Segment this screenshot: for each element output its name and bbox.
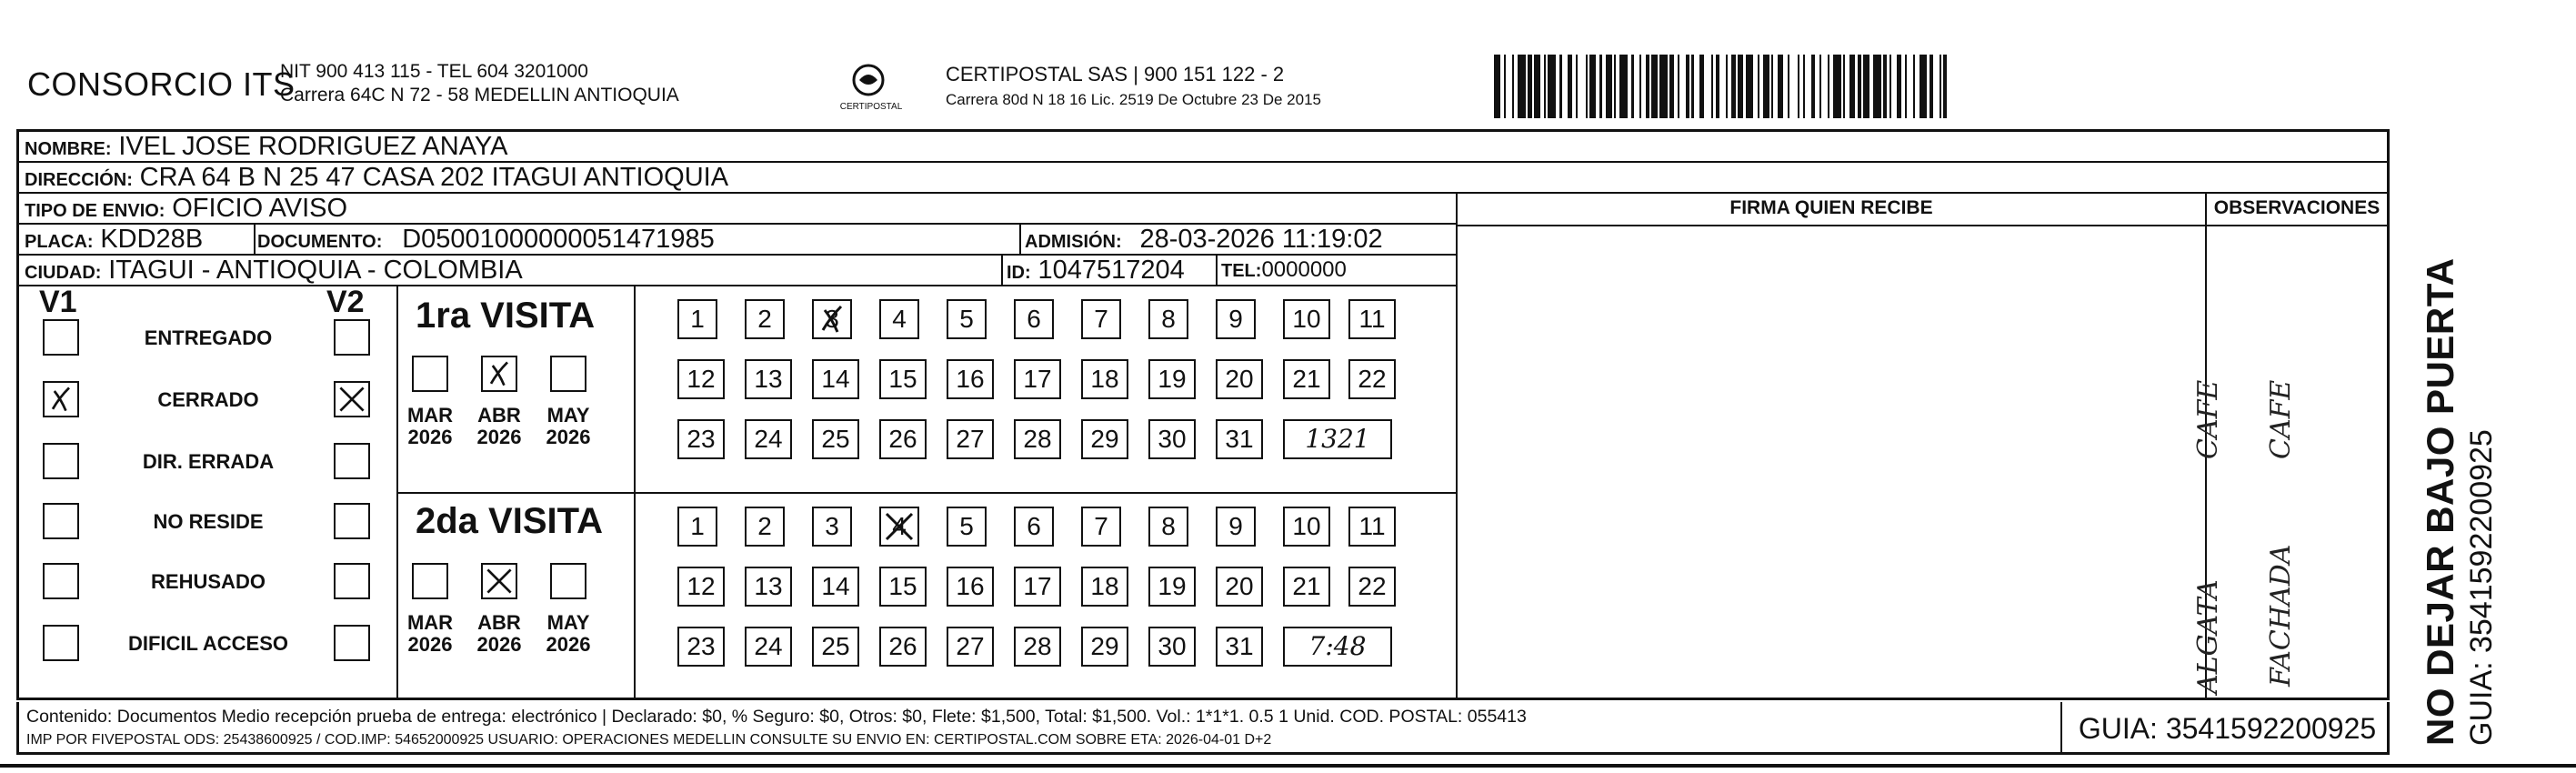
barcode-bar (1778, 55, 1784, 118)
footer-print-line: IMP POR FIVEPOSTAL ODS: 25438600925 / COD.IMP: 54652000925 USUARIO: OPERACIONES MEDELLIN CONSULTE SU ENVIO EN: CERTIPOSTAL.COM SOBRE ETA: 2026-04-01 D+2 (26, 732, 1272, 748)
barcode-bar (1919, 55, 1928, 118)
carrier-license: Carrera 80d N 18 16 Lic. 2519 De Octubre 23 De 2015 (946, 91, 1321, 108)
day-box[interactable]: 29 (1081, 627, 1128, 667)
day-box[interactable]: 9 (1216, 299, 1256, 339)
day-box[interactable]: 30 (1148, 419, 1196, 459)
placa-value: KDD28B (100, 225, 204, 254)
barcode-bar (1589, 55, 1596, 118)
admision-label: ADMISIÓN: (1025, 232, 1122, 252)
day-box[interactable]: 8 (1148, 299, 1188, 339)
v2-checkbox[interactable] (334, 443, 370, 479)
v1-checkbox[interactable] (43, 381, 79, 417)
company-info (280, 60, 679, 107)
id-cell (1007, 256, 1185, 287)
day-box[interactable]: 23 (677, 419, 725, 459)
day-box[interactable]: 17 (1014, 359, 1061, 399)
day-box[interactable]: 14 (812, 567, 859, 607)
day-box[interactable]: 23 (677, 627, 725, 667)
status-label: NO RESIDE (153, 510, 264, 533)
day-box[interactable]: 27 (947, 627, 994, 667)
barcode-bar (1863, 55, 1869, 118)
v1-checkbox[interactable] (43, 625, 79, 661)
v2-checkbox[interactable] (334, 625, 370, 661)
day-box[interactable]: 16 (947, 359, 994, 399)
day-box[interactable]: 29 (1081, 419, 1128, 459)
day-box[interactable]: 25 (812, 627, 859, 667)
barcode-gap (1805, 55, 1811, 118)
first-visit-title: 1ra VISITA (416, 296, 596, 336)
day-box[interactable]: 1 (677, 507, 717, 547)
day-box[interactable]: 28 (1014, 627, 1061, 667)
day-box[interactable]: 30 (1148, 627, 1196, 667)
firma-header: FIRMA QUIEN RECIBE (1729, 197, 1933, 218)
v2-checkbox[interactable] (334, 381, 370, 417)
day-box[interactable]: 6 (1014, 299, 1054, 339)
day-box[interactable]: 24 (745, 627, 792, 667)
barcode-gap (1679, 55, 1686, 118)
v1-checkbox[interactable] (43, 319, 79, 356)
day-box[interactable]: 19 (1148, 359, 1196, 399)
barcode-gap (1562, 55, 1569, 118)
status-label: ENTREGADO (144, 326, 273, 349)
barcode-bar (1873, 55, 1881, 118)
day-box[interactable]: 9 (1216, 507, 1256, 547)
side-warning (2419, 257, 2500, 746)
observation-note-2: CAFE (2265, 379, 2297, 459)
footer-content-line: Contenido: Documentos Medio recepción prueba de entrega: electrónico | Declarado: $0, % Seguro: $0, Otros: $0, Flete: $1,500, Total: $1,500. Vol.: 1*1*1. 0.5 1 Unid. COD. POSTAL: 055413 (26, 707, 1527, 727)
day-box[interactable]: 26 (879, 419, 927, 459)
day-box[interactable]: 4 (879, 299, 919, 339)
barcode-gap (1634, 55, 1640, 118)
day-box[interactable]: 10 (1283, 299, 1330, 339)
v2-checkbox[interactable] (334, 503, 370, 539)
month-checkbox[interactable] (550, 563, 586, 599)
day-box[interactable]: 25 (812, 419, 859, 459)
ciudad-value: ITAGUI - ANTIOQUIA - COLOMBIA (108, 256, 523, 285)
barcode-bar (1763, 55, 1769, 118)
id-value: 1047517204 (1037, 256, 1185, 285)
barcode-bar (1943, 55, 1947, 118)
placa-label: PLACA: (25, 232, 94, 252)
month-label-block (472, 612, 526, 656)
barcode-bar (1534, 55, 1540, 118)
day-box[interactable]: 20 (1216, 359, 1263, 399)
month-year: 2026 (476, 633, 522, 656)
barcode-bar (1494, 55, 1500, 118)
month-label-block (403, 405, 457, 448)
no-dejar-warning: NO DEJAR BAJO PUERTA (2419, 257, 2461, 746)
barcode-bar (1619, 55, 1628, 118)
visit-time-note: 7:48 (1283, 627, 1392, 667)
row-tipo (19, 194, 1456, 225)
day-box[interactable]: 12 (677, 359, 725, 399)
month-checkbox[interactable] (481, 356, 517, 392)
documento-value: D05001000000051471985 (402, 225, 715, 254)
day-box[interactable]: 16 (947, 567, 994, 607)
barcode-gap (1704, 55, 1712, 118)
day-box[interactable]: 5 (947, 299, 987, 339)
day-box[interactable]: 2 (745, 507, 785, 547)
barcode-gap (1891, 55, 1898, 118)
month-label: MAY (546, 404, 590, 427)
day-box[interactable]: 21 (1283, 359, 1330, 399)
month-label: MAY (546, 611, 590, 634)
barcode-gap (1578, 55, 1586, 118)
barcode-bar (1738, 55, 1744, 118)
v2-header: V2 (326, 285, 365, 319)
month-year: 2026 (476, 426, 522, 448)
v1-checkbox[interactable] (43, 503, 79, 539)
company-address: Carrera 64C N 72 - 58 MEDELLIN ANTIOQUIA (280, 85, 679, 105)
barcode-bar (1548, 55, 1556, 118)
day-box[interactable]: 7 (1081, 507, 1121, 547)
day-box[interactable]: 6 (1014, 507, 1054, 547)
barcode-gap (1694, 55, 1700, 118)
month-label-block (541, 612, 596, 656)
day-box[interactable] (879, 507, 919, 547)
month-year: 2026 (546, 426, 591, 448)
nombre-label: NOMBRE: (25, 139, 112, 159)
day-box[interactable]: 14 (812, 359, 859, 399)
month-label: ABR (477, 611, 521, 634)
day-box[interactable]: 18 (1081, 359, 1128, 399)
day-box[interactable]: 7 (1081, 299, 1121, 339)
day-box[interactable]: 5 (947, 507, 987, 547)
tel-label: TEL: (1221, 261, 1262, 281)
day-number: 4 (892, 512, 907, 540)
barcode-gap (1821, 55, 1828, 118)
company-name: CONSORCIO ITS (27, 65, 296, 103)
day-box[interactable]: 24 (745, 419, 792, 459)
day-box[interactable]: 20 (1216, 567, 1263, 607)
barcode-bar (1651, 55, 1658, 118)
day-box[interactable]: 22 (1348, 567, 1396, 607)
observation-note-3: ALGATA (2192, 579, 2224, 694)
label-header (16, 27, 2399, 118)
day-box[interactable]: 15 (879, 567, 927, 607)
day-box[interactable]: 15 (879, 359, 927, 399)
month-year: 2026 (407, 426, 453, 448)
barcode-bar (1746, 55, 1754, 118)
month-label-block (403, 612, 457, 656)
month-checkbox[interactable] (550, 356, 586, 392)
v1-checkbox[interactable] (43, 443, 79, 479)
tel-cell (1221, 256, 1347, 286)
day-box[interactable]: 31 (1216, 419, 1263, 459)
status-label: DIR. ERRADA (142, 450, 275, 473)
month-label: MAR (406, 611, 454, 634)
observation-note-4: FACHADA (2265, 544, 2297, 687)
status-label: CERRADO (157, 388, 259, 411)
direccion-label: DIRECCIÓN: (25, 170, 133, 190)
barcode-gap (1506, 55, 1512, 118)
admision-value: 28-03-2026 11:19:02 (1139, 225, 1383, 254)
month-checkbox[interactable] (412, 356, 448, 392)
day-box[interactable]: 27 (947, 419, 994, 459)
second-visit-title: 2da VISITA (416, 501, 603, 541)
tipo-value: OFICIO AVISO (172, 194, 348, 223)
day-box[interactable]: 8 (1148, 507, 1188, 547)
day-box[interactable]: 10 (1283, 507, 1330, 547)
tipo-label: TIPO DE ENVIO: (25, 201, 165, 221)
day-box[interactable]: 11 (1348, 507, 1396, 547)
nombre-value: IVEL JOSE RODRIGUEZ ANAYA (118, 132, 508, 161)
barcode-bar (1606, 55, 1612, 118)
barcode-bar (1833, 55, 1841, 118)
row-direccion (19, 163, 2387, 194)
guia-number: GUIA: 3541592200925 (2060, 702, 2392, 755)
barcode-bar (1849, 55, 1856, 118)
barcode-bar (1518, 55, 1526, 118)
month-label-block (472, 405, 526, 448)
day-box[interactable]: 21 (1283, 567, 1330, 607)
day-box[interactable]: 17 (1014, 567, 1061, 607)
barcode (1494, 55, 2112, 118)
company-nit: NIT 900 413 115 - TEL 604 3201000 (280, 61, 588, 82)
admision-cell (1025, 225, 1383, 256)
barcode-gap (1789, 55, 1798, 118)
day-number: 3 (825, 305, 839, 333)
day-box[interactable]: 11 (1348, 299, 1396, 339)
day-box[interactable]: 13 (745, 567, 792, 607)
observation-note-1: CAFE (2192, 379, 2224, 459)
v2-checkbox[interactable] (334, 563, 370, 599)
day-box[interactable]: 19 (1148, 567, 1196, 607)
day-box[interactable]: 26 (879, 627, 927, 667)
footer-details (26, 706, 1527, 751)
month-label: MAR (406, 404, 454, 427)
month-checkbox[interactable] (412, 563, 448, 599)
day-box[interactable]: 12 (677, 567, 725, 607)
label-footer (16, 702, 2390, 755)
day-box[interactable]: 22 (1348, 359, 1396, 399)
day-box[interactable]: 18 (1081, 567, 1128, 607)
day-box[interactable]: 3 (812, 507, 852, 547)
day-box[interactable] (812, 299, 852, 339)
tel-value: 0000000 (1261, 257, 1347, 282)
day-box[interactable]: 1 (677, 299, 717, 339)
documento-label: DOCUMENTO: (257, 232, 383, 252)
status-label: DIFICIL ACCESO (127, 632, 288, 655)
barcode-gap (1907, 55, 1913, 118)
observaciones-header: OBSERVACIONES (2213, 197, 2381, 218)
carrier-name: CERTIPOSTAL SAS | 900 151 122 - 2 (946, 63, 1285, 85)
day-box[interactable]: 13 (745, 359, 792, 399)
bottom-rule (0, 764, 2576, 768)
carrier-info (946, 62, 1321, 113)
documento-cell (257, 225, 715, 256)
barcode-gap (1933, 55, 1940, 118)
shipping-label (16, 27, 2399, 755)
v2-checkbox[interactable] (334, 319, 370, 356)
month-year: 2026 (407, 633, 453, 656)
month-label-block (541, 405, 596, 448)
side-guia-number: GUIA: 3541592200925 (2464, 429, 2499, 746)
ciudad-label: CIUDAD: (25, 263, 102, 283)
barcode-gap (1719, 55, 1726, 118)
status-label: REHUSADO (151, 570, 266, 593)
form-grid (16, 129, 2390, 700)
day-box[interactable]: 2 (745, 299, 785, 339)
month-label: ABR (477, 404, 521, 427)
visit-time-note: 1321 (1283, 419, 1392, 459)
month-year: 2026 (546, 633, 591, 656)
day-box[interactable]: 31 (1216, 627, 1263, 667)
id-label: ID: (1007, 263, 1031, 283)
logo-caption: CERTIPOSTAL (839, 102, 903, 112)
barcode-bar (1659, 55, 1668, 118)
month-checkbox[interactable] (481, 563, 517, 599)
day-box[interactable]: 28 (1014, 419, 1061, 459)
v1-checkbox[interactable] (43, 563, 79, 599)
v1-header: V1 (39, 285, 77, 319)
direccion-value: CRA 64 B N 25 47 CASA 202 ITAGUI ANTIOQUIA (139, 163, 729, 192)
row-nombre (19, 132, 2387, 163)
